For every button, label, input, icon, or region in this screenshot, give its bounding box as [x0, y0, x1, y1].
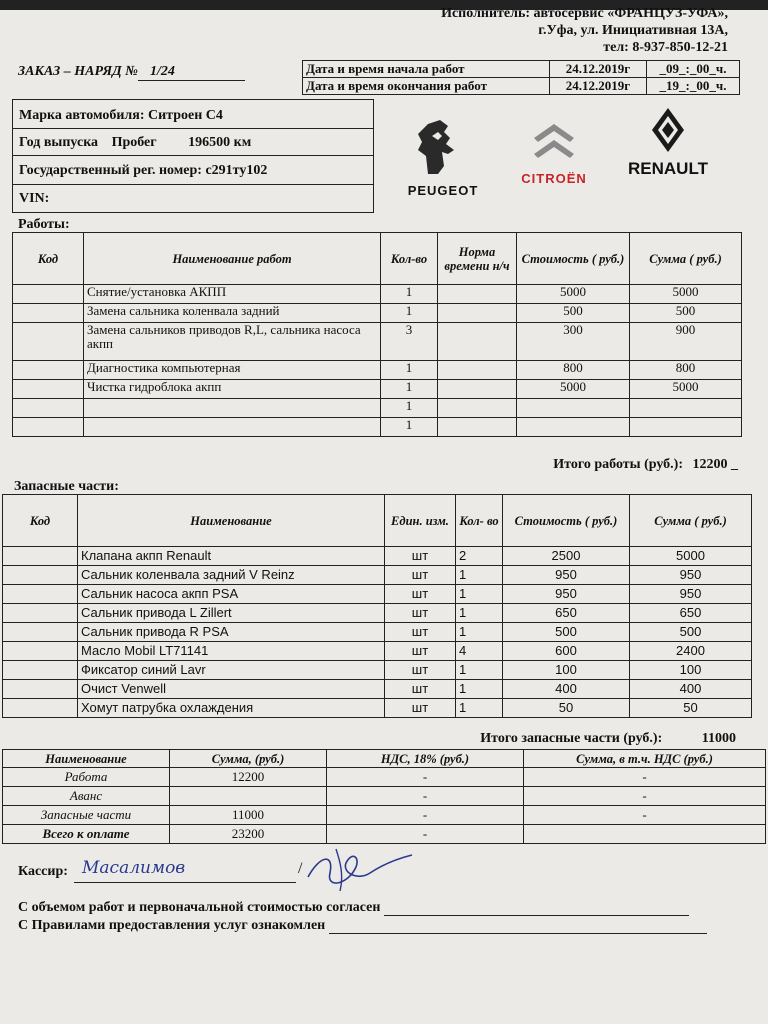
- works-row: [13, 285, 742, 304]
- works-total-label: Итого работы (руб.):: [553, 457, 683, 472]
- works-cell-price: 5000: [517, 380, 630, 399]
- vehicle-make: Марка автомобиля: Ситроен С4: [19, 108, 223, 123]
- parts-title: Запасные части:: [14, 479, 119, 494]
- parts-cell-name: Сальник насоса акпп PSA: [78, 585, 385, 604]
- parts-cell-unit: шт: [385, 623, 456, 642]
- works-row: [13, 380, 742, 399]
- vehicle-year-mileage: [19, 135, 251, 151]
- parts-row: [3, 585, 752, 604]
- summary-cell-sum-vat: -: [524, 768, 766, 787]
- works-cell-qty: 1: [381, 304, 438, 323]
- start-date: 24.12.2019г: [550, 61, 647, 78]
- parts-cell-sum: 400: [630, 680, 752, 699]
- works-cell-name: [84, 418, 381, 437]
- parts-cell-code: [3, 680, 78, 699]
- parts-cell-qty: 1: [456, 623, 503, 642]
- parts-cell-qty: 1: [456, 585, 503, 604]
- works-cell-qty: 3: [381, 323, 438, 361]
- parts-cell-unit: шт: [385, 642, 456, 661]
- parts-cell-name: Масло Mobil LT71141: [78, 642, 385, 661]
- parts-row: [3, 623, 752, 642]
- vehicle-reg: Государственный рег. номер: с291ту102: [19, 163, 268, 178]
- parts-total-value: 11000: [701, 731, 736, 746]
- parts-cell-unit: шт: [385, 680, 456, 699]
- renault-text: RENAULT: [628, 159, 708, 178]
- summary-cell-sum: 23200: [170, 825, 327, 844]
- rules-signature-field: [329, 920, 707, 934]
- parts-cell-name: Клапана акпп Renault: [78, 547, 385, 566]
- summary-cell-sum: [170, 787, 327, 806]
- parts-cell-qty: 1: [456, 680, 503, 699]
- works-cell-code: [13, 323, 84, 361]
- vehicle-vin: VIN:: [19, 191, 50, 206]
- parts-cell-qty: 4: [456, 642, 503, 661]
- agree-text: С объемом работ и первоначальной стоимостью согласен: [18, 900, 381, 915]
- start-label: Дата и время начала работ: [303, 61, 550, 78]
- summary-cell-name: Аванс: [3, 787, 170, 806]
- parts-cell-price: 950: [503, 585, 630, 604]
- parts-cell-name: Сальник привода L Zillert: [78, 604, 385, 623]
- summary-cell-name: Всего к оплате: [3, 825, 170, 844]
- summary-row: [3, 825, 766, 844]
- peugeot-lion-icon: [398, 116, 488, 178]
- parts-row: [3, 604, 752, 623]
- works-cell-norm: [438, 418, 517, 437]
- works-cell-qty: 1: [381, 399, 438, 418]
- summary-cell-vat: -: [327, 787, 524, 806]
- parts-cell-qty: 2: [456, 547, 503, 566]
- mileage-label: Пробег: [111, 135, 157, 150]
- works-header-code: Код: [13, 233, 84, 285]
- order-title-prefix: ЗАКАЗ – НАРЯД №: [18, 64, 138, 79]
- works-header-sum: Сумма ( руб.): [630, 233, 742, 285]
- works-cell-norm: [438, 304, 517, 323]
- parts-total-line: [480, 731, 736, 747]
- parts-row: [3, 566, 752, 585]
- works-title: Работы:: [18, 217, 70, 232]
- end-date: 24.12.2019г: [550, 78, 647, 95]
- summary-row: [3, 768, 766, 787]
- parts-cell-unit: шт: [385, 699, 456, 718]
- summary-cell-sum-vat: [524, 825, 766, 844]
- rules-line: [18, 918, 758, 934]
- works-cell-code: [13, 399, 84, 418]
- works-cell-sum: 500: [630, 304, 742, 323]
- works-cell-sum: 5000: [630, 380, 742, 399]
- works-header-norm: Норма времени н/ч: [438, 233, 517, 285]
- works-header-name: Наименование работ: [84, 233, 381, 285]
- agree-signature-field: [384, 902, 689, 916]
- summary-cell-sum-vat: -: [524, 806, 766, 825]
- parts-cell-sum: 950: [630, 566, 752, 585]
- cashier-signature-field: [74, 856, 296, 883]
- parts-cell-code: [3, 566, 78, 585]
- parts-row: [3, 547, 752, 566]
- parts-header-code: Код: [3, 495, 78, 547]
- parts-cell-sum: 2400: [630, 642, 752, 661]
- summary-row: [3, 787, 766, 806]
- parts-header-name: Наименование: [78, 495, 385, 547]
- customer-signature-icon: [300, 845, 420, 895]
- summary-cell-name: Запасные части: [3, 806, 170, 825]
- parts-cell-name: Очист Venwell: [78, 680, 385, 699]
- parts-cell-price: 2500: [503, 547, 630, 566]
- works-cell-name: Замена сальника коленвала задний: [84, 304, 381, 323]
- summary-cell-vat: -: [327, 825, 524, 844]
- works-table: [12, 232, 742, 437]
- works-rows: [13, 285, 742, 437]
- parts-cell-unit: шт: [385, 604, 456, 623]
- parts-cell-sum: 5000: [630, 547, 752, 566]
- dates-table: [302, 60, 740, 95]
- parts-row: [3, 661, 752, 680]
- summary-header-sum: Сумма, (руб.): [170, 750, 327, 768]
- works-cell-price: 500: [517, 304, 630, 323]
- works-cell-name: Снятие/установка АКПП: [84, 285, 381, 304]
- parts-cell-qty: 1: [456, 661, 503, 680]
- summary-cell-vat: -: [327, 806, 524, 825]
- parts-cell-price: 400: [503, 680, 630, 699]
- works-cell-name: Диагностика компьютерная: [84, 361, 381, 380]
- cashier-slash: /: [298, 860, 303, 877]
- summary-cell-sum: 12200: [170, 768, 327, 787]
- works-cell-code: [13, 304, 84, 323]
- parts-cell-name: Фиксатор синий Lavr: [78, 661, 385, 680]
- summary-header-name: Наименование: [3, 750, 170, 768]
- works-cell-name: [84, 399, 381, 418]
- parts-rows: [3, 547, 752, 718]
- works-row: [13, 323, 742, 361]
- parts-cell-code: [3, 604, 78, 623]
- executor-line3: тел: 8-937-850-12-21: [603, 40, 728, 55]
- parts-cell-unit: шт: [385, 585, 456, 604]
- works-cell-sum: [630, 399, 742, 418]
- works-cell-name: Чистка гидроблока акпп: [84, 380, 381, 399]
- summary-cell-sum: 11000: [170, 806, 327, 825]
- works-cell-norm: [438, 323, 517, 361]
- parts-cell-unit: шт: [385, 566, 456, 585]
- summary-header-vat: НДС, 18% (руб.): [327, 750, 524, 768]
- works-cell-code: [13, 285, 84, 304]
- peugeot-logo: [398, 116, 488, 196]
- parts-cell-sum: 100: [630, 661, 752, 680]
- works-row: [13, 399, 742, 418]
- citroen-logo: [500, 116, 608, 196]
- end-time: _19_:_00_ч.: [647, 78, 740, 95]
- parts-cell-qty: 1: [456, 604, 503, 623]
- works-cell-price: [517, 418, 630, 437]
- summary-cell-sum-vat: -: [524, 787, 766, 806]
- summary-cell-name: Работа: [3, 768, 170, 787]
- mileage-value: 196500 км: [188, 135, 252, 150]
- parts-table: [2, 494, 752, 718]
- parts-cell-name: Хомут патрубка охлаждения: [78, 699, 385, 718]
- cashier-signature: Масалимов: [82, 858, 186, 878]
- executor-line2: г.Уфа, ул. Инициативная 13А,: [538, 23, 728, 38]
- works-row: [13, 304, 742, 323]
- citroen-chevrons-icon: [500, 116, 608, 166]
- works-header-qty: Кол-во: [381, 233, 438, 285]
- works-row: [13, 361, 742, 380]
- parts-row: [3, 680, 752, 699]
- parts-cell-unit: шт: [385, 661, 456, 680]
- works-cell-sum: [630, 418, 742, 437]
- end-label: Дата и время окончания работ: [303, 78, 550, 95]
- parts-cell-code: [3, 585, 78, 604]
- rules-text: С Правилами предоставления услуг ознакомлен: [18, 918, 326, 933]
- works-cell-qty: 1: [381, 285, 438, 304]
- works-cell-qty: 1: [381, 361, 438, 380]
- agree-line: [18, 900, 758, 916]
- parts-cell-price: 650: [503, 604, 630, 623]
- works-row: [13, 418, 742, 437]
- parts-cell-qty: 1: [456, 699, 503, 718]
- works-cell-price: [517, 399, 630, 418]
- works-cell-code: [13, 418, 84, 437]
- parts-cell-name: Сальник привода R PSA: [78, 623, 385, 642]
- parts-cell-sum: 950: [630, 585, 752, 604]
- works-cell-sum: 800: [630, 361, 742, 380]
- parts-cell-qty: 1: [456, 566, 503, 585]
- parts-row: [3, 699, 752, 718]
- summary-rows: [3, 768, 766, 844]
- parts-cell-code: [3, 661, 78, 680]
- parts-cell-sum: 650: [630, 604, 752, 623]
- parts-cell-price: 50: [503, 699, 630, 718]
- order-number: 1/24: [138, 64, 245, 81]
- summary-table: [2, 749, 766, 844]
- parts-cell-sum: 500: [630, 623, 752, 642]
- parts-cell-price: 500: [503, 623, 630, 642]
- parts-header-unit: Един. изм.: [385, 495, 456, 547]
- parts-cell-name: Сальник коленвала задний V Reinz: [78, 566, 385, 585]
- parts-cell-code: [3, 699, 78, 718]
- works-cell-norm: [438, 285, 517, 304]
- works-total-value: 12200 _: [692, 457, 738, 472]
- summary-row: [3, 806, 766, 825]
- parts-header-qty: Кол- во: [456, 495, 503, 547]
- summary-cell-vat: -: [327, 768, 524, 787]
- works-cell-code: [13, 380, 84, 399]
- works-header-price: Стоимость ( руб.): [517, 233, 630, 285]
- works-cell-price: 300: [517, 323, 630, 361]
- cashier-label: Кассир:: [18, 864, 68, 879]
- parts-cell-code: [3, 642, 78, 661]
- works-cell-qty: 1: [381, 418, 438, 437]
- parts-header-price: Стоимость ( руб.): [503, 495, 630, 547]
- works-cell-price: 800: [517, 361, 630, 380]
- vehicle-box: [12, 99, 374, 213]
- renault-logo: [618, 104, 718, 184]
- year-label: Год выпуска: [19, 135, 99, 150]
- renault-diamond-icon: [618, 104, 718, 154]
- parts-cell-sum: 50: [630, 699, 752, 718]
- parts-cell-price: 100: [503, 661, 630, 680]
- works-cell-code: [13, 361, 84, 380]
- parts-cell-unit: шт: [385, 547, 456, 566]
- works-cell-sum: 900: [630, 323, 742, 361]
- cashier-line: [18, 864, 68, 880]
- start-time: _09_:_00_ч.: [647, 61, 740, 78]
- parts-header-sum: Сумма ( руб.): [630, 495, 752, 547]
- executor-line1: Исполнитель: автосервис «ФРАНЦУЗ-УФА»,: [441, 6, 728, 21]
- peugeot-text: PEUGEOT: [407, 183, 479, 198]
- works-cell-norm: [438, 380, 517, 399]
- executor-block: [308, 5, 728, 56]
- order-title: [18, 64, 245, 81]
- parts-cell-code: [3, 623, 78, 642]
- parts-cell-code: [3, 547, 78, 566]
- works-cell-price: 5000: [517, 285, 630, 304]
- parts-cell-price: 600: [503, 642, 630, 661]
- works-cell-qty: 1: [381, 380, 438, 399]
- parts-cell-price: 950: [503, 566, 630, 585]
- parts-total-label: Итого запасные части (руб.):: [480, 731, 663, 746]
- summary-header-sum-vat: Сумма, в т.ч. НДС (руб.): [524, 750, 766, 768]
- works-cell-norm: [438, 399, 517, 418]
- works-cell-norm: [438, 361, 517, 380]
- works-cell-name: Замена сальников приводов R,L, сальника насоса акпп: [84, 323, 381, 361]
- citroen-text: CITROËN: [521, 171, 587, 186]
- parts-row: [3, 642, 752, 661]
- works-total-line: [553, 457, 738, 473]
- works-cell-sum: 5000: [630, 285, 742, 304]
